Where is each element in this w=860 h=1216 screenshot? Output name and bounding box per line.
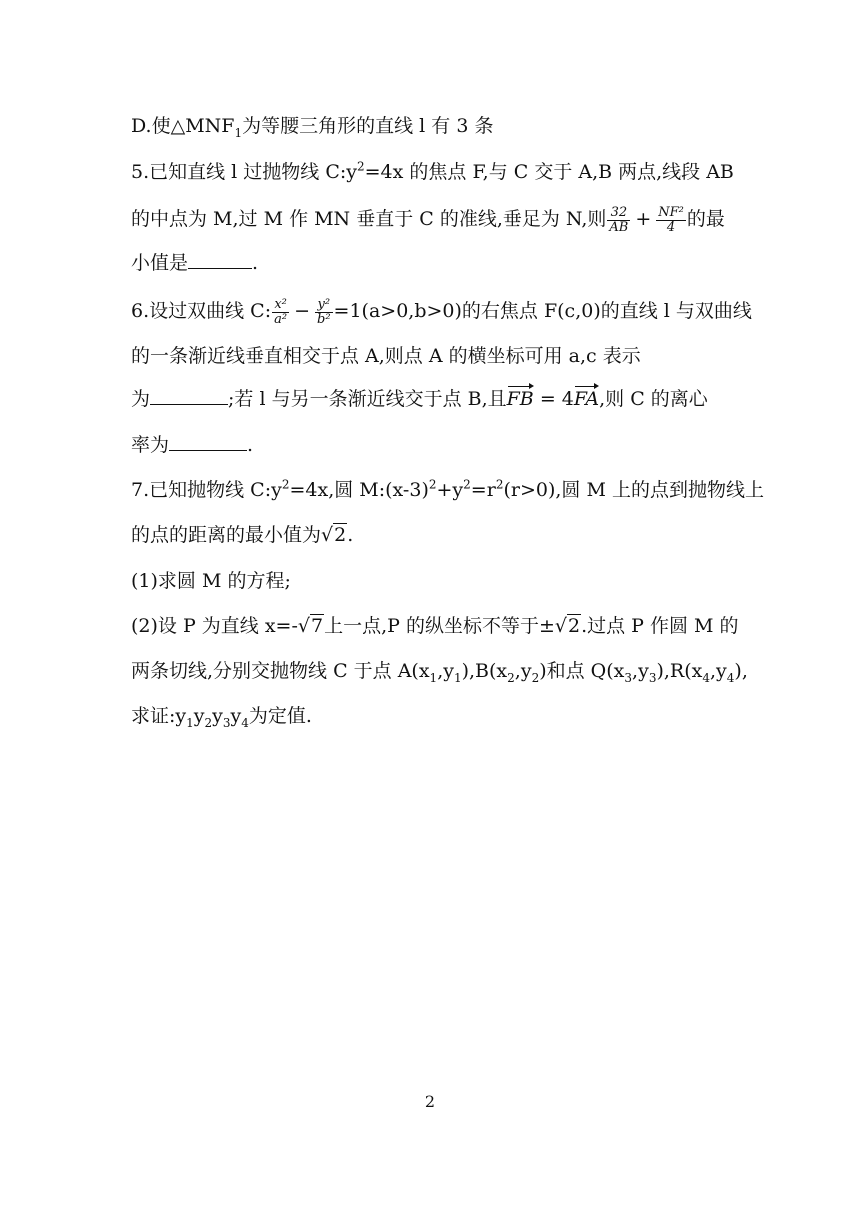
text: 上一点,P 的纵坐标不等于± <box>324 615 555 637</box>
fraction-nf2-over-4 <box>656 206 686 235</box>
radical-sign: √ <box>554 615 567 637</box>
subscript: 2 <box>204 715 213 730</box>
text: (1)求圆 M 的方程; <box>131 570 291 592</box>
denominator: a² <box>274 311 288 327</box>
text: . <box>247 434 254 456</box>
text: 7.已知抛物线 C:y <box>131 479 282 501</box>
page-number: 2 <box>424 1092 436 1111</box>
radicand: 2 <box>567 615 581 637</box>
text: 小值是 <box>131 252 189 274</box>
text: 求证:y <box>131 705 187 727</box>
text: 为定值. <box>248 705 312 727</box>
subscript: 1 <box>429 670 438 685</box>
denominator: 4 <box>666 219 676 235</box>
text: ;若 l 与另一条渐近线交于点 B,且 <box>228 388 507 410</box>
numerator: y² <box>315 298 333 313</box>
problem-6-line-2 <box>131 341 641 371</box>
text: .过点 P 作圆 M 的 <box>581 615 739 637</box>
text: 的点的距离的最小值为 <box>131 524 322 546</box>
denominator: AB <box>609 219 629 235</box>
square-root <box>298 611 324 641</box>
text: ,y <box>437 660 454 682</box>
text: ), <box>734 660 748 682</box>
text: y <box>193 705 205 727</box>
radicand: 2 <box>334 524 347 546</box>
problem-6-line-4 <box>131 430 253 460</box>
square-root <box>555 611 581 641</box>
text: ,y <box>632 660 649 682</box>
superscript: 2 <box>281 477 290 492</box>
problem-7-line-2 <box>131 520 353 550</box>
text: =1(a>0,b>0)的右焦点 F(c,0)的直线 l 与双曲线 <box>333 300 752 322</box>
answer-blank <box>188 250 252 269</box>
text: y <box>230 705 242 727</box>
numerator: 32 <box>607 206 630 221</box>
subscript: 3 <box>222 715 231 730</box>
text: ),R(x <box>656 660 703 682</box>
subscript: 4 <box>241 715 249 730</box>
text: 6.设过双曲线 C: <box>131 300 272 322</box>
text: y <box>212 705 223 727</box>
radical-sign: √ <box>321 524 334 546</box>
numerator: x² <box>272 298 289 313</box>
vector-fb: FB <box>507 384 534 414</box>
square-root <box>321 520 347 550</box>
superscript: 2 <box>428 477 437 492</box>
problem-5-line-1 <box>131 157 734 187</box>
subscript: 4 <box>702 670 710 685</box>
option-d-line <box>131 111 493 141</box>
subscript: 2 <box>507 670 515 685</box>
problem-5-line-2 <box>131 204 725 234</box>
text: 的中点为 M,过 M 作 MN 垂直于 C 的准线,垂足为 N,则 <box>131 208 607 230</box>
answer-blank <box>150 386 228 405</box>
fraction-y2-over-b2 <box>315 298 333 327</box>
text: . <box>252 252 259 274</box>
text: =4x,圆 M:(x-3) <box>289 479 429 501</box>
plus-sign: + <box>635 208 652 230</box>
problem-7-line-1 <box>131 475 764 505</box>
problem-7-part-2-line-2 <box>131 656 748 686</box>
text: =r <box>470 479 496 501</box>
denominator: b² <box>317 311 331 327</box>
subscript: 3 <box>648 670 657 685</box>
problem-7-part-1 <box>131 566 291 596</box>
radicand: 7 <box>310 615 324 637</box>
text: ,则 C 的离心 <box>599 388 708 410</box>
text: 的一条渐近线垂直相交于点 A,则点 A 的横坐标可用 a,c 表示 <box>131 345 641 367</box>
text: ,y <box>709 660 727 682</box>
problem-6-line-1 <box>131 296 752 326</box>
superscript: 2 <box>495 477 504 492</box>
subscript: 1 <box>234 125 243 140</box>
text: (2)设 P 为直线 x=- <box>131 615 298 637</box>
text: 的最 <box>686 208 725 230</box>
subscript: 1 <box>453 670 462 685</box>
text: ,y <box>514 660 532 682</box>
fraction-x2-over-a2 <box>272 298 289 327</box>
text: =4x 的焦点 F,与 C 交于 A,B 两点,线段 AB <box>364 161 734 183</box>
text: 为 <box>131 388 151 410</box>
text: 两条切线,分别交抛物线 C 于点 A(x <box>131 660 430 682</box>
problem-5-line-3 <box>131 248 258 278</box>
subscript: 2 <box>531 670 540 685</box>
radical-sign: √ <box>297 615 310 637</box>
text: . <box>347 524 354 546</box>
answer-blank <box>169 432 247 451</box>
text: )和点 Q(x <box>539 660 625 682</box>
text: 率为 <box>131 434 170 456</box>
text: (r>0),圆 M 上的点到抛物线上 <box>503 479 764 501</box>
subscript: 4 <box>726 670 735 685</box>
text: D.使△MNF <box>131 115 235 137</box>
subscript: 3 <box>624 670 633 685</box>
numerator: NF² <box>658 204 684 220</box>
superscript: 2 <box>357 159 365 174</box>
subscript: 1 <box>186 715 194 730</box>
minus-sign: − <box>294 300 310 322</box>
problem-7-part-2-line-1 <box>131 611 739 641</box>
text: 5.已知直线 l 过抛物线 C:y <box>131 161 357 183</box>
text: ),B(x <box>461 660 508 682</box>
text: 为等腰三角形的直线 l 有 3 条 <box>242 115 494 137</box>
problem-6-line-3 <box>131 384 708 414</box>
vector-fa: FA <box>574 384 599 414</box>
superscript: 2 <box>463 477 471 492</box>
text: = 4 <box>533 388 574 410</box>
problem-7-part-2-line-3 <box>131 701 312 731</box>
text: +y <box>436 479 464 501</box>
fraction-32-over-ab <box>607 206 630 235</box>
